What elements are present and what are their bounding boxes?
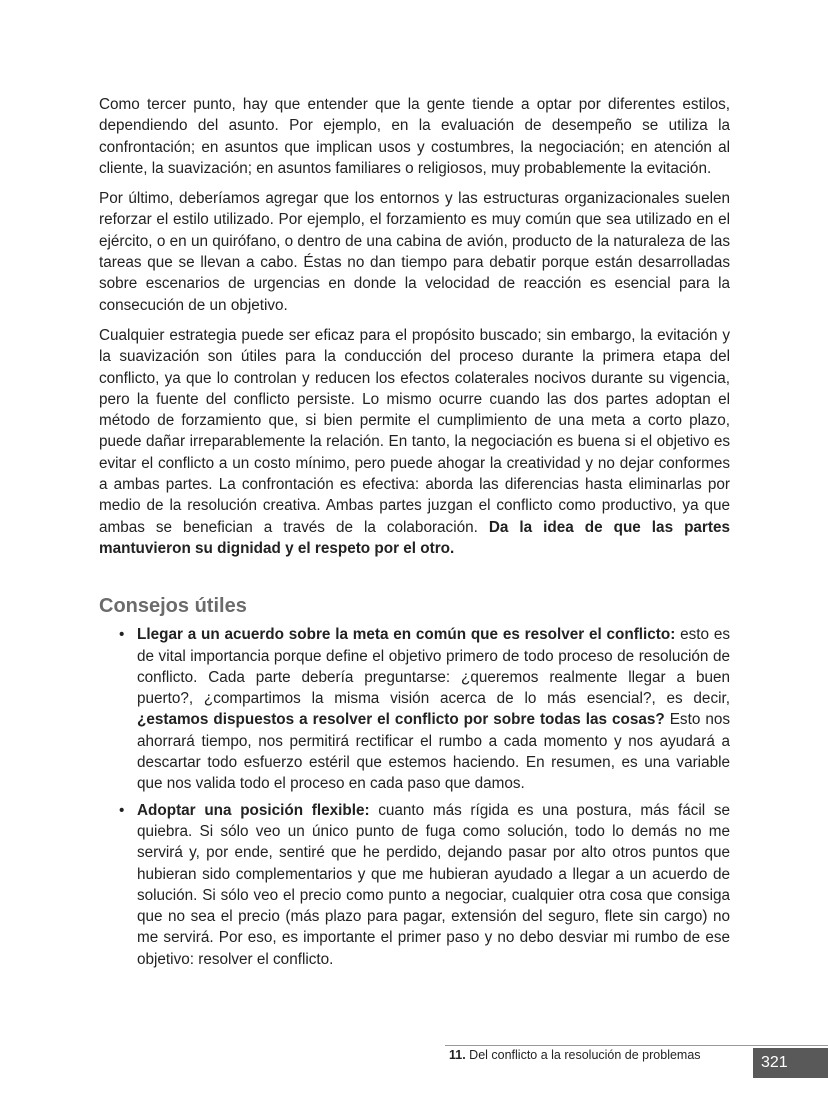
paragraph-third-point — [99, 94, 730, 179]
tip-text: cuanto más rígida es una postura, más fácil se quiebra. Si sólo veo un único punto de fuga como solución, todo lo demás no me servirá y, por ende, sentiré que he perdido, dejando pasar por alto otros puntos que hubieran sido complementarios y que me hubieran ayudado a llegar a un acuerdo de solución. Si sólo veo el precio como punto a negociar, cualquier otra cosa que consiga que no sea el precio (más plazo para pagar, extensión del seguro, flete sin cargo) no me servirá. Por eso, es importante el primer paso y no debo desviar mi rumbo de ese objetivo: resolver el conflicto. — [137, 801, 730, 968]
chapter-number: 11. — [449, 1048, 466, 1062]
bullet-icon: • — [119, 801, 125, 819]
bullet-icon: • — [119, 626, 125, 644]
running-footer — [449, 1047, 701, 1063]
paragraph-text: Por último, deberíamos agregar que los entornos y las estructuras organizacionales suelen reforzar el estilo utilizado. Por ejemplo, el forzamiento es muy común que sea utilizado en el ejército, o en un quirófano, o dentro de una cabina de avión, producto de la naturaleza de las tareas que se llevan a cabo. Éstas no dan tiempo para debatir porque están desarrolladas sobre escenarios de urgencias en donde la velocidad de reacción es esencial para la consecución de un objetivo. — [99, 190, 730, 314]
paragraph-bold-conclusion: Da la idea de que las partes mantuvieron su dignidad y el respeto por el otro. — [99, 518, 730, 557]
chapter-title: Del conflicto a la resolución de problemas — [469, 1048, 701, 1062]
tip-lead: Llegar a un acuerdo sobre la meta en común que es resolver el conflicto: — [137, 626, 676, 644]
tip-text-continued: Esto nos ahorrará tiempo, nos permitirá rectificar el rumbo a cada momento y nos ayudará a descartar todo esfuerzo estéril que estemos haciendo. En resumen, es una variable que nos valida todo el proceso en cada paso que damos. — [137, 711, 730, 793]
paragraph-text: Como tercer punto, hay que entender que la gente tiende a optar por diferentes estilos, dependiendo del asunto. Por ejemplo, en la evaluación de desempeño se utiliza la confrontación; en asuntos que implican usos y costumbres, la negociación; en atención al cliente, la suavización; en asuntos familiares o religiosos, muy probablemente la evitación. — [99, 96, 730, 177]
tip-text: esto es de vital importancia porque define el objetivo primero de todo proceso de resolución de conflicto. Cada parte debería preguntarse: ¿queremos realmente llegar a buen puerto?, ¿compartimos la misma visión acerca de lo más esencial?, es decir, — [137, 626, 730, 708]
paragraph-text: Cualquier estrategia puede ser eficaz para el propósito buscado; sin embargo, la evitación y la suavización son útiles para la conducción del proceso durante la primera etapa del conflicto, ya que lo controlan y reducen los efectos colaterales nocivos durante su vigencia, pero la fuente del conflicto persiste. Lo mismo ocurre cuando las dos partes adoptan el método de forzamiento que, si bien permite el cumplimiento de una meta a corto plazo, puede dañar irreparablemente la relación. En tanto, la negociación es buena si el objetivo es evitar el conflicto a un costo mínimo, pero puede ahogar la creatividad y no dejar conformes a ambas partes. La confrontación es efectiva: aborda las diferencias hasta eliminarlas por medio de la resolución creativa. Ambas partes juzgan el conflicto como productivo, ya que ambas se benefician a través de la colaboración. — [99, 326, 730, 536]
paragraph-strategies — [99, 325, 730, 559]
footer-divider — [445, 1045, 828, 1046]
page-number: 321 — [753, 1048, 828, 1078]
tip-bold-question: ¿estamos dispuestos a resolver el conflicto por sobre todas las cosas? — [137, 711, 665, 729]
paragraph-last-point — [99, 188, 730, 316]
tip-lead: Adoptar una posición flexible: — [137, 801, 370, 819]
section-title: Consejos útiles — [99, 595, 247, 618]
tips-list — [99, 624, 730, 970]
page-body — [99, 94, 730, 975]
list-item — [99, 624, 730, 794]
list-item — [99, 800, 730, 970]
